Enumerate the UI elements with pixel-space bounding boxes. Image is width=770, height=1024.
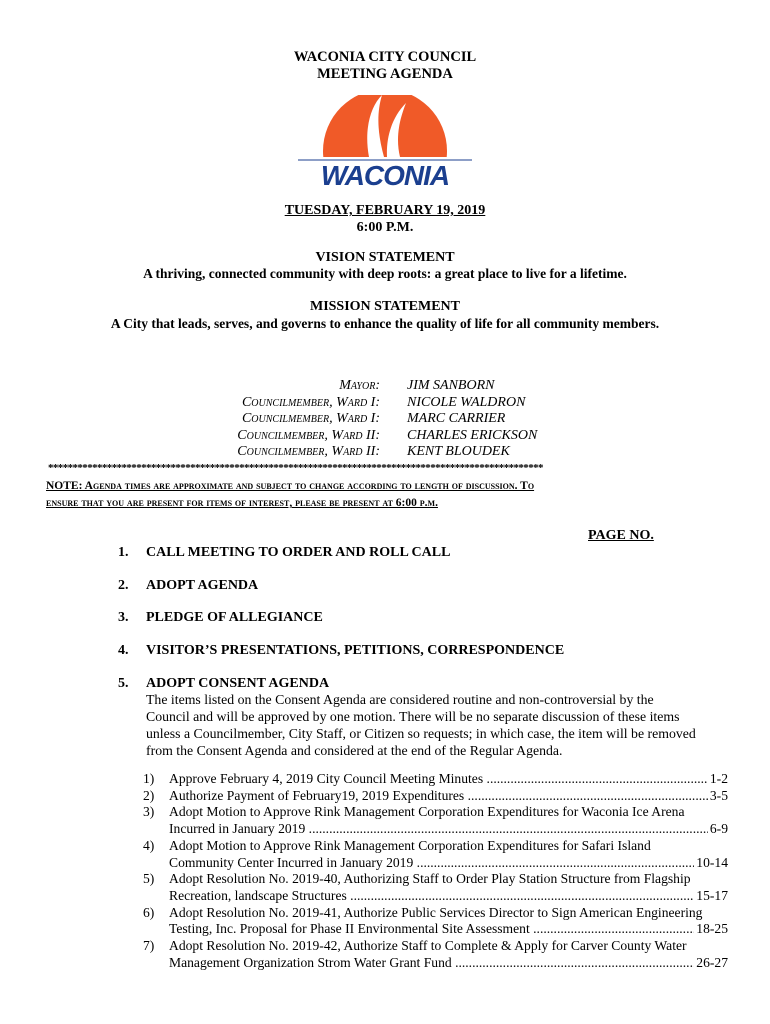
- consent-item-text: Adopt Motion to Approve Rink Management Corporation Expenditures for Safari Island: [169, 837, 651, 853]
- vision-heading: VISION STATEMENT: [315, 250, 455, 265]
- agenda-item-number: 3.: [118, 610, 129, 625]
- note-text-1: NOTE: Agenda times are approximate and subject to change according to length of discussion. To: [46, 480, 535, 492]
- consent-item-page: 18-25: [696, 921, 728, 937]
- consent-paragraph-line: Council and will be approved by one motion. There will be no separate discussion of these items: [146, 709, 680, 724]
- agenda-item-text: PLEDGE OF ALLEGIANCE: [146, 610, 323, 625]
- waconia-logo: [296, 95, 474, 191]
- consent-item-number: 4): [143, 837, 155, 853]
- agenda-item-number: 5.: [118, 676, 129, 691]
- agenda-item-text: CALL MEETING TO ORDER AND ROLL CALL: [146, 545, 451, 560]
- council-name: CHARLES ERICKSON: [407, 427, 538, 443]
- council-role: Councilmember, Ward II:: [237, 427, 380, 443]
- council-title: WACONIA CITY COUNCIL: [293, 49, 477, 65]
- note-text-2: ensure that you are present for items of interest, please be present at 6:00 p.m.: [46, 497, 438, 509]
- consent-item: [143, 871, 728, 888]
- council-names: [407, 378, 607, 461]
- consent-item-number: 6): [143, 904, 155, 920]
- consent-item-page: 1-2: [709, 771, 728, 786]
- mission-text: A City that leads, serves, and governs to enhance the quality of life for all community members.: [110, 316, 660, 331]
- consent-item: [143, 938, 728, 955]
- logo-text: WACONIA: [320, 160, 450, 191]
- council-name: NICOLE WALDRON: [407, 394, 526, 410]
- council-roles: [200, 378, 380, 461]
- council-role: Councilmember, Ward I:: [241, 411, 380, 426]
- consent-item-text-line2: Community Center Incurred in January 2019 .....: [169, 855, 694, 872]
- consent-item-number: 1): [143, 771, 155, 786]
- council-role: Councilmember, Ward I:: [241, 394, 380, 410]
- consent-paragraph-line: The items listed on the Consent Agenda are considered routine and non-controversial by the: [146, 692, 654, 707]
- consent-item-text-line2: Testing, Inc. Proposal for Phase II Environmental Site Assessment .....: [169, 921, 694, 938]
- agenda-item-text: VISITOR’S PRESENTATIONS, PETITIONS, CORRESPONDENCE: [146, 643, 565, 658]
- consent-item-continuation: [143, 888, 728, 905]
- agenda-item-text: ADOPT CONSENT AGENDA: [146, 676, 330, 691]
- separator-line: *****************************************************************************************************: [48, 462, 543, 474]
- consent-item-text: Adopt Resolution No. 2019-41, Authorize Public Services Director to Sign American Engineering: [169, 904, 703, 920]
- consent-item-text-line2: Incurred in January 2019 .....: [169, 821, 708, 838]
- consent-item-text: Adopt Resolution No. 2019-42, Authorize Staff to Complete & Apply for Carver County Water: [169, 938, 687, 954]
- meeting-time: 6:00 P.M.: [356, 220, 414, 235]
- consent-paragraph: [146, 691, 706, 759]
- consent-items-list: [143, 771, 728, 971]
- agenda-item-number: 4.: [118, 643, 129, 658]
- consent-item-continuation: [143, 921, 728, 938]
- vision-text: A thriving, connected community with deep roots: a great place to live for a lifetime.: [143, 266, 627, 281]
- council-role: Mayor:: [339, 378, 380, 393]
- page-no-header: PAGE NO.: [588, 528, 654, 543]
- council-role: Councilmember, Ward II:: [237, 444, 380, 459]
- consent-item-text: Adopt Resolution No. 2019-40, Authorizing Staff to Order Play Station Structure from Flagship: [169, 871, 691, 887]
- consent-item-page: 3-5: [709, 787, 728, 803]
- note-line-2: [46, 495, 726, 512]
- consent-item: [143, 771, 728, 788]
- council-name: JIM SANBORN: [407, 378, 495, 393]
- consent-item-text: Adopt Motion to Approve Rink Management Corporation Expenditures for Waconia Ice Arena: [169, 804, 685, 820]
- consent-item-number: 7): [143, 938, 155, 954]
- agenda-title: MEETING AGENDA: [317, 66, 453, 82]
- agenda-item-number: 1.: [118, 545, 129, 560]
- consent-item-text: Authorize Payment of February19, 2019 Expenditures .....: [169, 788, 708, 805]
- meeting-date: TUESDAY, FEBRUARY 19, 2019: [284, 203, 486, 218]
- consent-item-number: 3): [143, 804, 155, 820]
- consent-item: [143, 788, 728, 805]
- consent-item-page: 6-9: [709, 821, 728, 837]
- consent-paragraph-line: from the Consent Agenda and considered at the end of the Regular Agenda.: [146, 743, 563, 758]
- consent-item-number: 2): [143, 787, 155, 803]
- consent-item: [143, 804, 728, 821]
- consent-item-text: Approve February 4, 2019 City Council Meeting Minutes .....: [169, 771, 708, 788]
- consent-item: [143, 838, 728, 855]
- agenda-item-text: ADOPT AGENDA: [146, 578, 259, 593]
- consent-paragraph-line: unless a Councilmember, City Staff, or Citizen so requests; in which case, the item will be removed: [146, 726, 696, 741]
- consent-item-text-line2: Recreation, landscape Structures .....: [169, 888, 694, 905]
- mission-heading: MISSION STATEMENT: [309, 299, 460, 314]
- consent-item: [143, 905, 728, 922]
- consent-item-page: 15-17: [696, 887, 728, 903]
- consent-item-continuation: [143, 821, 728, 838]
- consent-item-continuation: [143, 855, 728, 872]
- consent-item-text-line2: Management Organization Strom Water Grant Fund .....: [169, 955, 694, 972]
- consent-item-continuation: [143, 955, 728, 972]
- council-name: MARC CARRIER: [407, 411, 506, 426]
- consent-item-number: 5): [143, 871, 155, 887]
- council-name: KENT BLOUDEK: [407, 444, 510, 459]
- consent-item-page: 10-14: [696, 854, 728, 870]
- consent-item-page: 26-27: [696, 954, 728, 970]
- agenda-item-number: 2.: [118, 578, 129, 593]
- note-line-1: [46, 478, 726, 495]
